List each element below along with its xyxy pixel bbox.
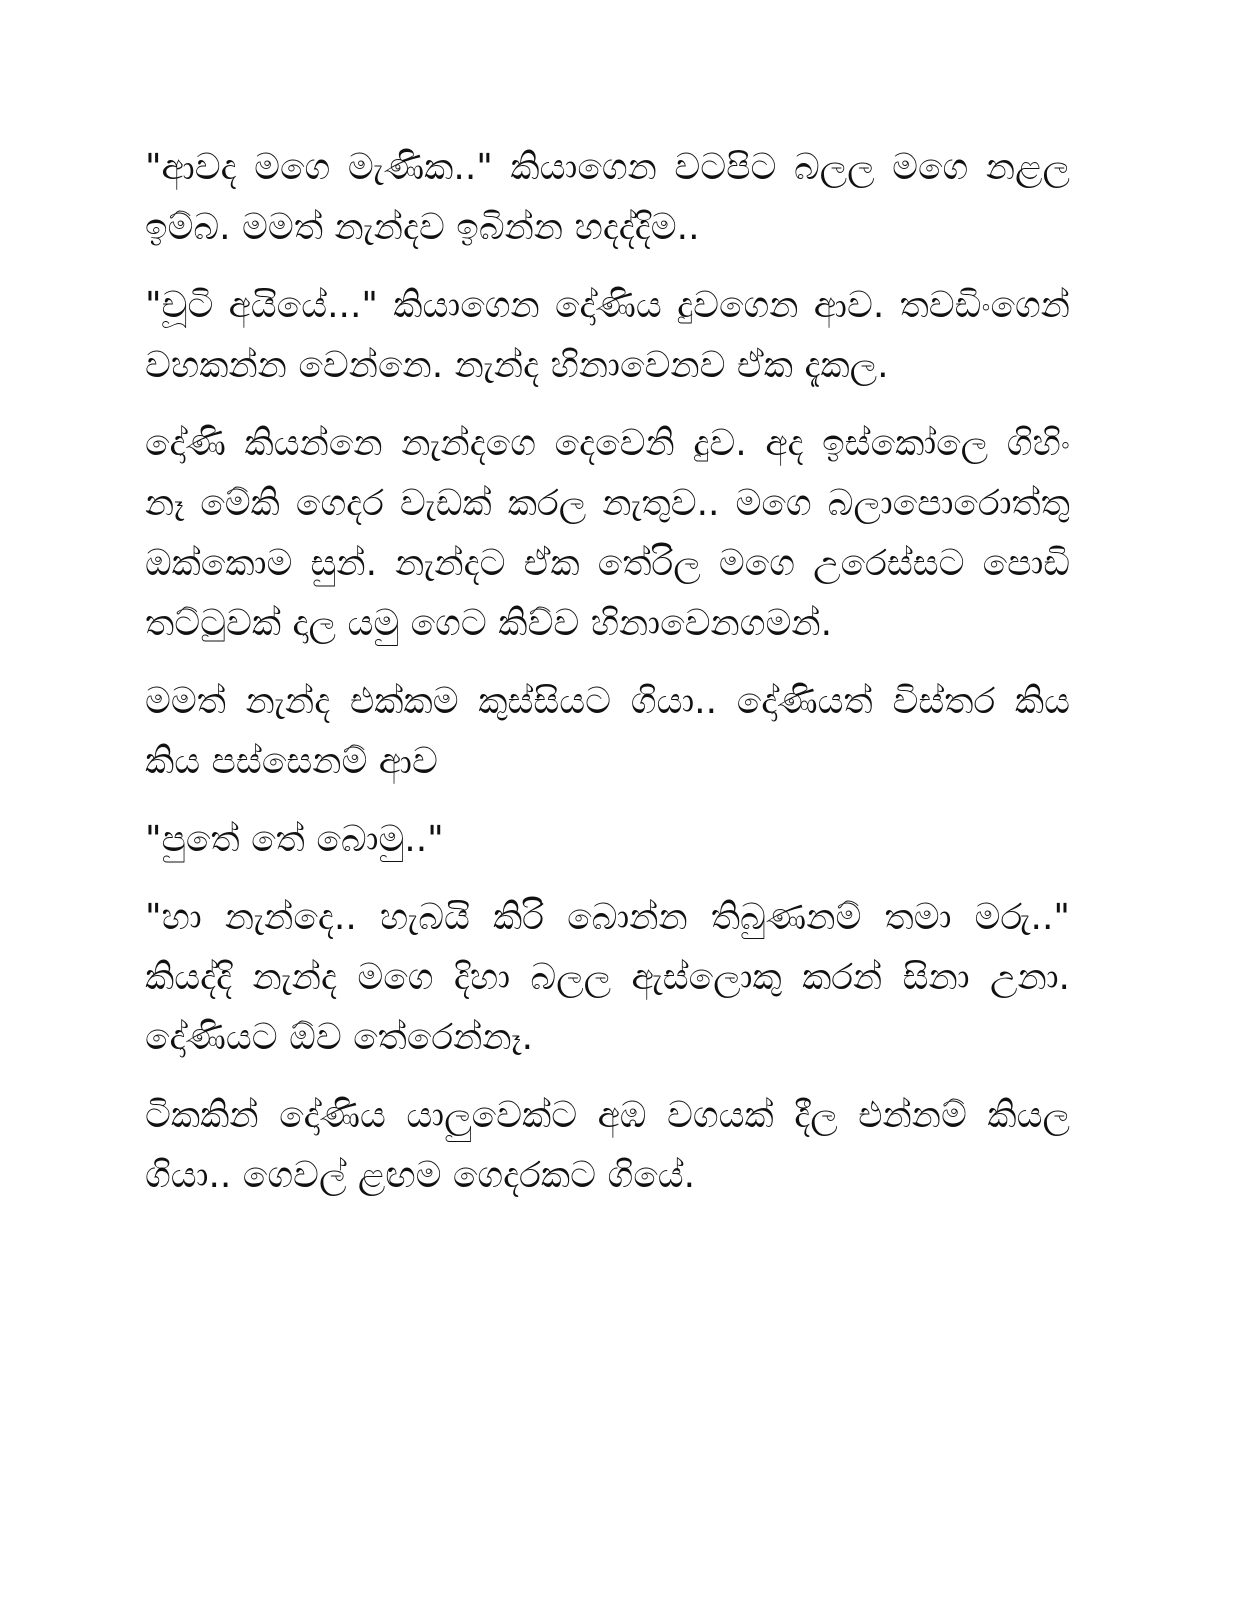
paragraph-1: "ආවද මගෙ මැණික.." කියාගෙන වටපිට බලල මගෙ නළල ඉම්බ. මමත් නැන්දව ඉබින්න හදද්දිම.. bbox=[145, 147, 1070, 248]
paragraph-4: මමත් නැන්ද එක්කම කුස්සියට ගියා.. දෝණියත් විස්තර කිය කිය පස්සෙනම් ආව bbox=[145, 681, 1070, 782]
paragraph-5: "පුතේ තේ බොමු.." bbox=[145, 819, 444, 860]
paragraph-7: ටිකකින් දෝණිය යාලුවෙක්ට අඹ වගයක් දීල එන්නම් කියල ගියා.. ගෙවල් ළඟම ගෙදරකට ගියේ. bbox=[145, 1095, 1070, 1196]
body-text bbox=[145, 138, 1070, 1224]
paragraph-6: "හා නැන්දෙ.. හැබයි කිරි බොන්න තිබුණනම් තමා මරු.." කියද්දි නැන්ද මගෙ දිහා බලල ඇස්ලොකු කරන් සිනා උනා. දෝණියට ඕව තේරෙන්නෑ. bbox=[145, 897, 1070, 1058]
paragraph-3: දෝණි කියන්නෙ නැන්දගෙ දෙවෙනි දුව. අද ඉස්කෝලෙ ගිහිං නෑ මේකි ගෙදර වැඩක් කරල නැතුව.. මගෙ බලාපොරොත්තු ඔක්කොම සුන්. නැන්දට ඒක තේරිල මගෙ උරෙස්සට පොඩි තට්ටුවක් දාල යමු ගෙට කිව්ව හිනාවෙනගමන්. bbox=[145, 423, 1070, 644]
paragraph-2: "චූටි අයියේ..." කියාගෙන දෝණිය දුවගෙන ආව. තවඩිංගෙන් වහකන්න වෙන්නෙ. නැන්ද හිනාවෙනව ඒක දැකල. bbox=[145, 285, 1070, 386]
